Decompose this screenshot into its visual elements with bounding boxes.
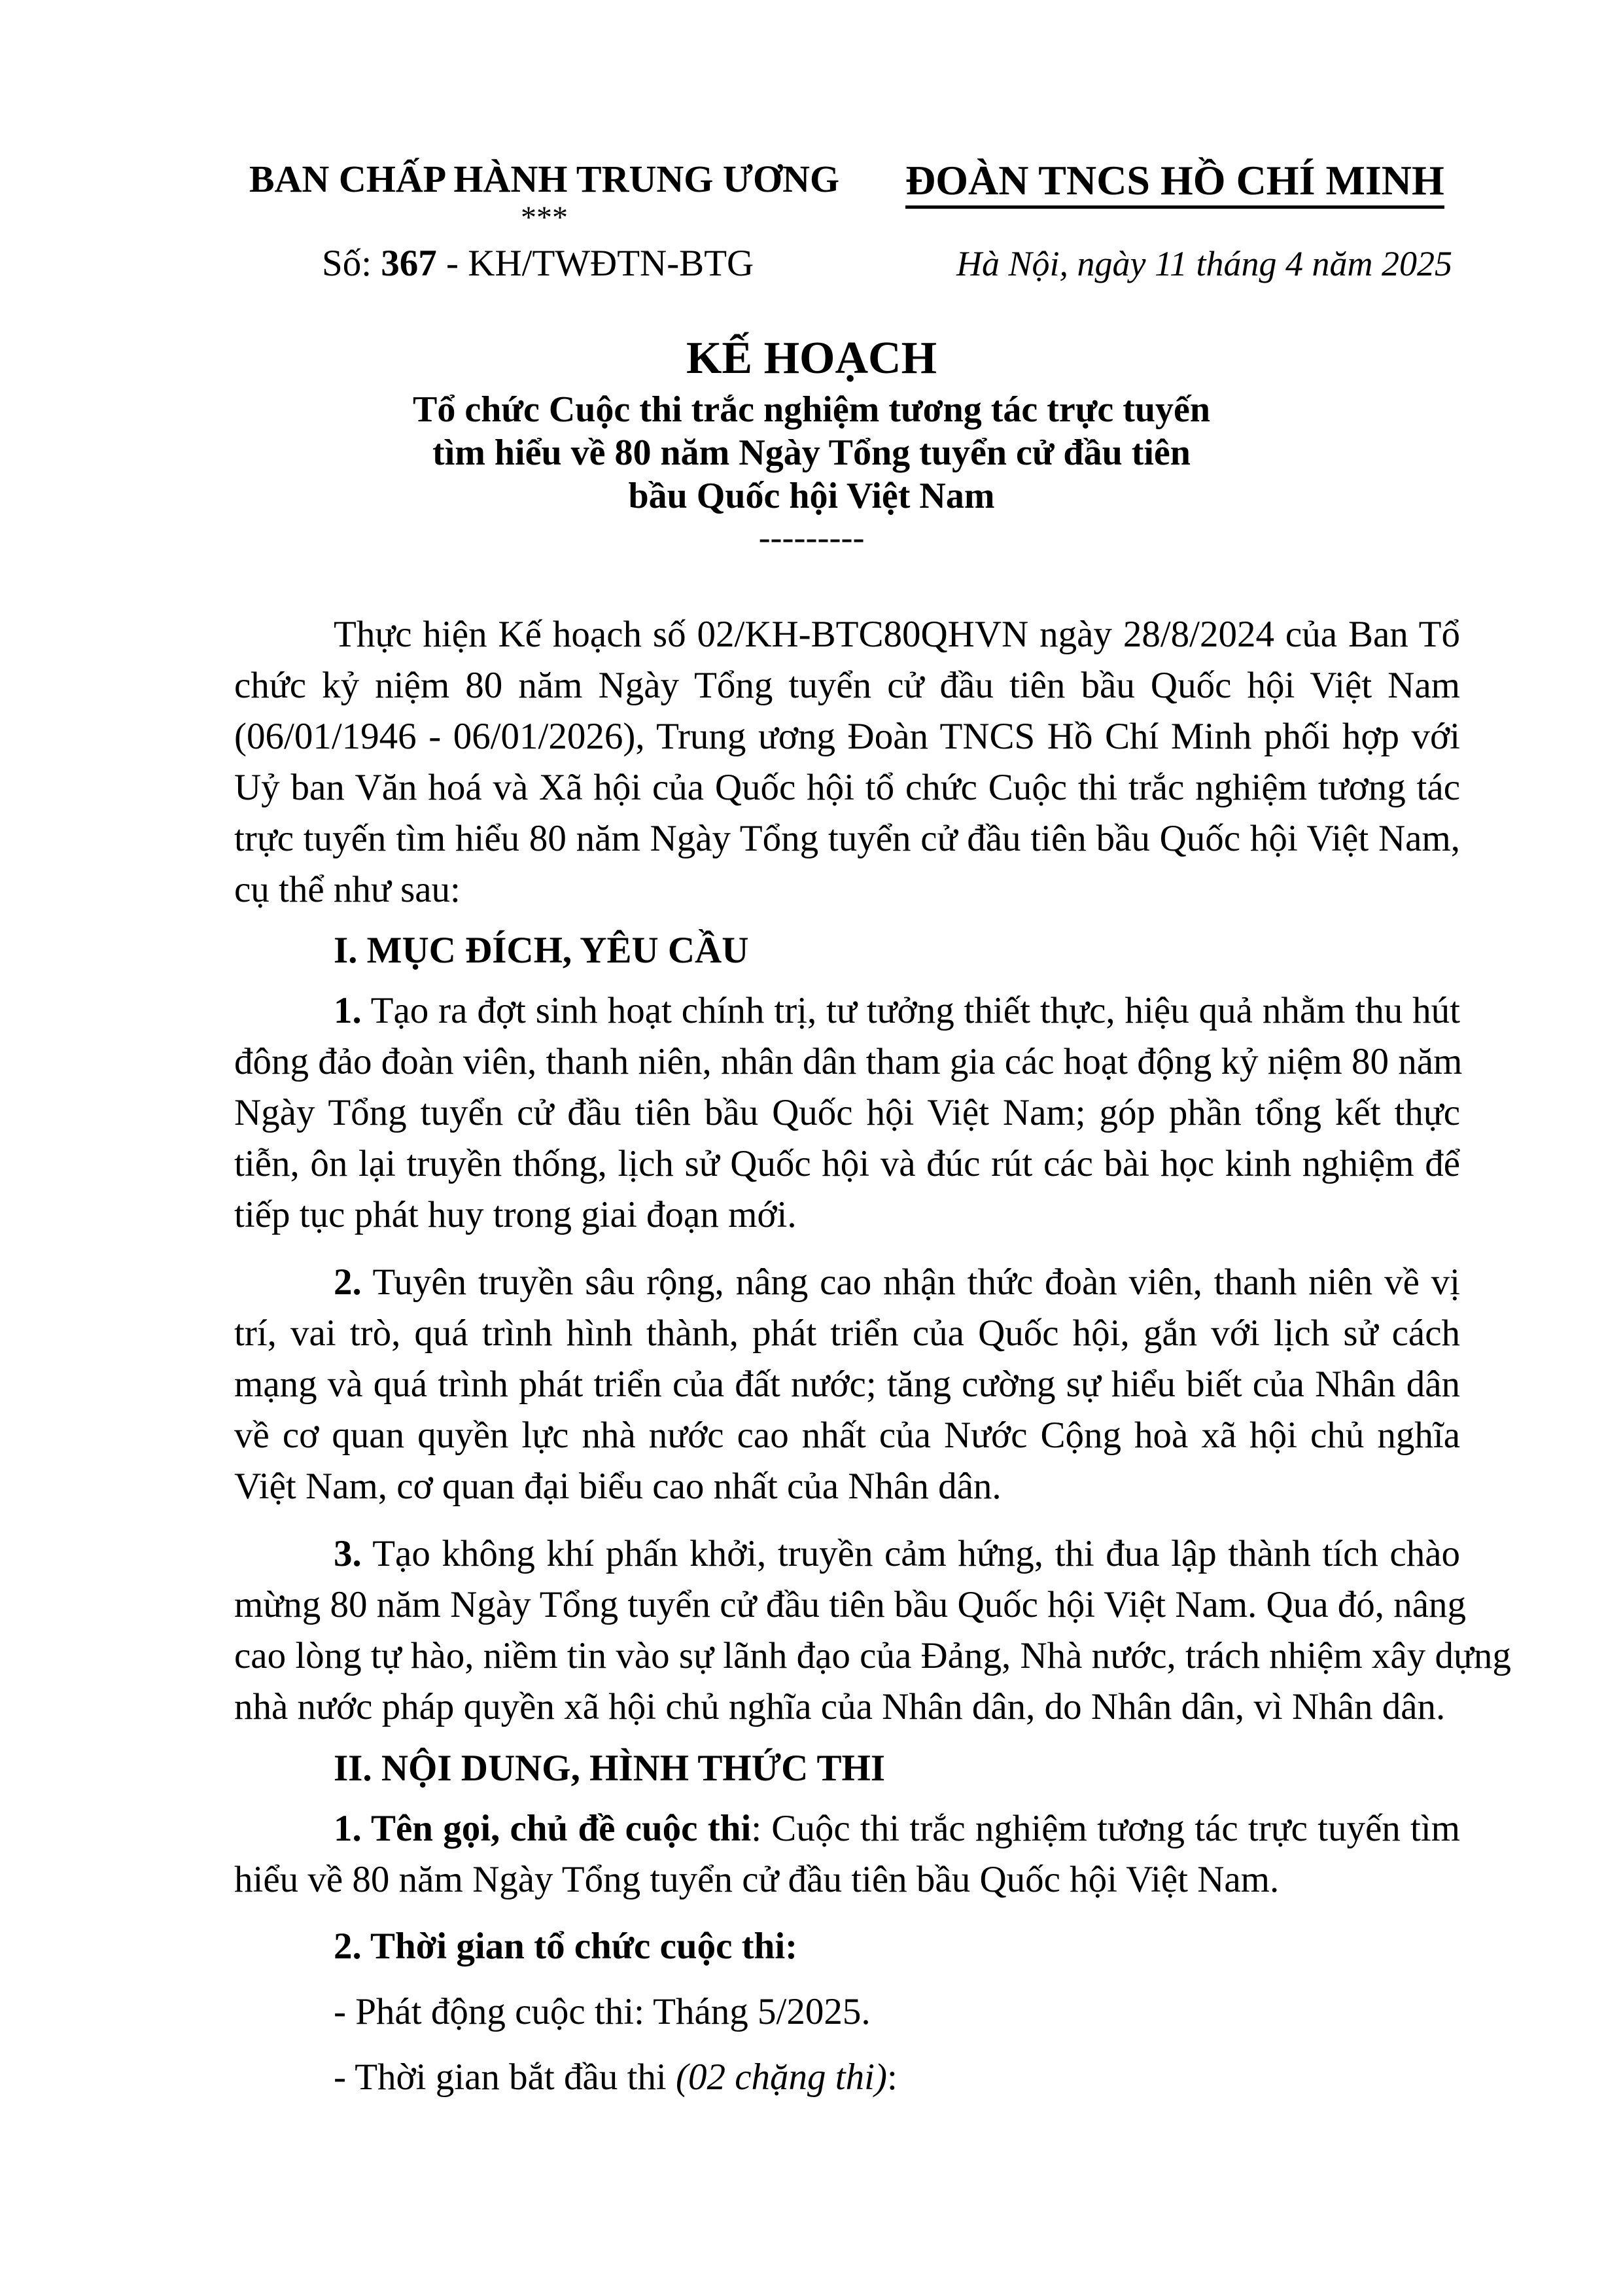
paragraph-line: về cơ quan quyền lực nhà nước cao nhất của Nước Cộng hoà xã hội chủ nghĩa — [234, 1415, 1460, 1456]
paragraph-number: 3. — [334, 1533, 362, 1574]
subtitle-line-2: tìm hiểu về 80 năm Ngày Tổng tuyển cử đầu tiên — [432, 433, 1191, 473]
document-number-value: 367 — [381, 243, 437, 284]
paragraph-line: mừng 80 năm Ngày Tổng tuyển cử đầu tiên bầu Quốc hội Việt Nam. Qua đó, nâng — [234, 1584, 1467, 1625]
document-number-suffix: - KH/TWĐTN-BTG — [436, 243, 754, 284]
paragraph-line: mạng và quá trình phát triển của đất nước; tăng cường sự hiểu biết của Nhân dân — [234, 1364, 1460, 1405]
bullet-italic: (02 chặng thi) — [676, 2057, 887, 2098]
paragraph-line: cao lòng tự hào, niềm tin vào sự lãnh đạo của Đảng, Nhà nước, trách nhiệm xây dựng — [234, 1635, 1511, 1676]
paragraph-line: tiễn, ôn lại truyền thống, lịch sử Quốc hội và đúc rút các bài học kinh nghiệm để — [234, 1143, 1460, 1184]
paragraph-line — [334, 1260, 1460, 1305]
paragraph-line: trí, vai trò, quá trình hình thành, phát triển của Quốc hội, gắn với lịch sử cách — [234, 1313, 1460, 1354]
paragraph-text: Tạo không khí phấn khởi, truyền cảm hứng, thi đua lập thành tích chào — [361, 1533, 1460, 1574]
item-label: 1. Tên gọi, chủ đề cuộc thi — [334, 1808, 752, 1849]
section-heading-2: II. NỘI DUNG, HÌNH THỨC THI — [334, 1748, 886, 1789]
intro-line: cụ thể như sau: — [234, 869, 461, 910]
paragraph-text: Tạo ra đợt sinh hoạt chính trị, tư tưởng thiết thực, hiệu quả nhằm thu hút — [361, 990, 1460, 1031]
subtitle-line-1: Tổ chức Cuộc thi trắc nghiệm tương tác trực tuyến — [413, 389, 1210, 430]
paragraph-line — [334, 1531, 1460, 1577]
organization-name: ĐOÀN TNCS HỒ CHÍ MINH — [905, 157, 1444, 209]
paragraph-text: Tuyên truyền sâu rộng, nâng cao nhận thức đoàn viên, thanh niên về vị — [361, 1262, 1460, 1303]
paragraph-line — [334, 988, 1460, 1034]
item-label: 2. Thời gian tổ chức cuộc thi: — [334, 1926, 798, 1967]
paragraph-line: tiếp tục phát huy trong giai đoạn mới. — [234, 1194, 797, 1235]
title-separator: --------- — [758, 518, 865, 557]
intro-line: trực tuyến tìm hiểu 80 năm Ngày Tổng tuyển cử đầu tiên bầu Quốc hội Việt Nam, — [234, 818, 1460, 859]
paragraph-line — [334, 1806, 1460, 1852]
paragraph-line: hiểu về 80 năm Ngày Tổng tuyển cử đầu tiên bầu Quốc hội Việt Nam. — [234, 1859, 1280, 1900]
intro-line: (06/01/1946 - 06/01/2026), Trung ương Đoàn TNCS Hồ Chí Minh phối hợp với — [234, 716, 1460, 757]
paragraph-line: Việt Nam, cơ quan đại biểu cao nhất của Nhân dân. — [234, 1466, 1002, 1507]
bullet-suffix: : — [886, 2057, 898, 2098]
document-number-prefix: Số: — [322, 243, 381, 284]
document-date: Hà Nội, ngày 11 tháng 4 năm 2025 — [956, 244, 1452, 283]
paragraph-line: đông đảo đoàn viên, thanh niên, nhân dân tham gia các hoạt động kỷ niệm 80 năm — [234, 1041, 1463, 1082]
issuing-body: BAN CHẤP HÀNH TRUNG ƯƠNG — [249, 158, 840, 200]
intro-line: chức kỷ niệm 80 năm Ngày Tổng tuyển cử đầu tiên bầu Quốc hội Việt Nam — [234, 665, 1460, 706]
document-number — [322, 242, 754, 285]
paragraph-number: 2. — [334, 1262, 362, 1303]
section-heading-1: I. MỤC ĐÍCH, YÊU CẦU — [334, 930, 749, 971]
intro-line: Uỷ ban Văn hoá và Xã hội của Quốc hội tổ chức Cuộc thi trắc nghiệm tương tác — [234, 767, 1460, 808]
item-text: : Cuộc thi trắc nghiệm tương tác trực tuyến tìm — [751, 1808, 1460, 1849]
header-stars: *** — [521, 200, 568, 235]
paragraph-line: Ngày Tổng tuyển cử đầu tiên bầu Quốc hội Việt Nam; góp phần tổng kết thực — [234, 1092, 1460, 1133]
bullet-item — [334, 2055, 898, 2100]
document-title: KẾ HOẠCH — [686, 333, 937, 383]
bullet-item: - Phát động cuộc thi: Tháng 5/2025. — [334, 1991, 871, 2032]
bullet-text: - Thời gian bắt đầu thi — [334, 2057, 676, 2098]
paragraph-line: nhà nước pháp quyền xã hội chủ nghĩa của Nhân dân, do Nhân dân, vì Nhân dân. — [234, 1686, 1446, 1727]
paragraph-number: 1. — [334, 990, 362, 1031]
subtitle-line-3: bầu Quốc hội Việt Nam — [628, 476, 995, 516]
intro-line: Thực hiện Kế hoạch số 02/KH-BTC80QHVN ngày 28/8/2024 của Ban Tổ — [334, 614, 1460, 655]
